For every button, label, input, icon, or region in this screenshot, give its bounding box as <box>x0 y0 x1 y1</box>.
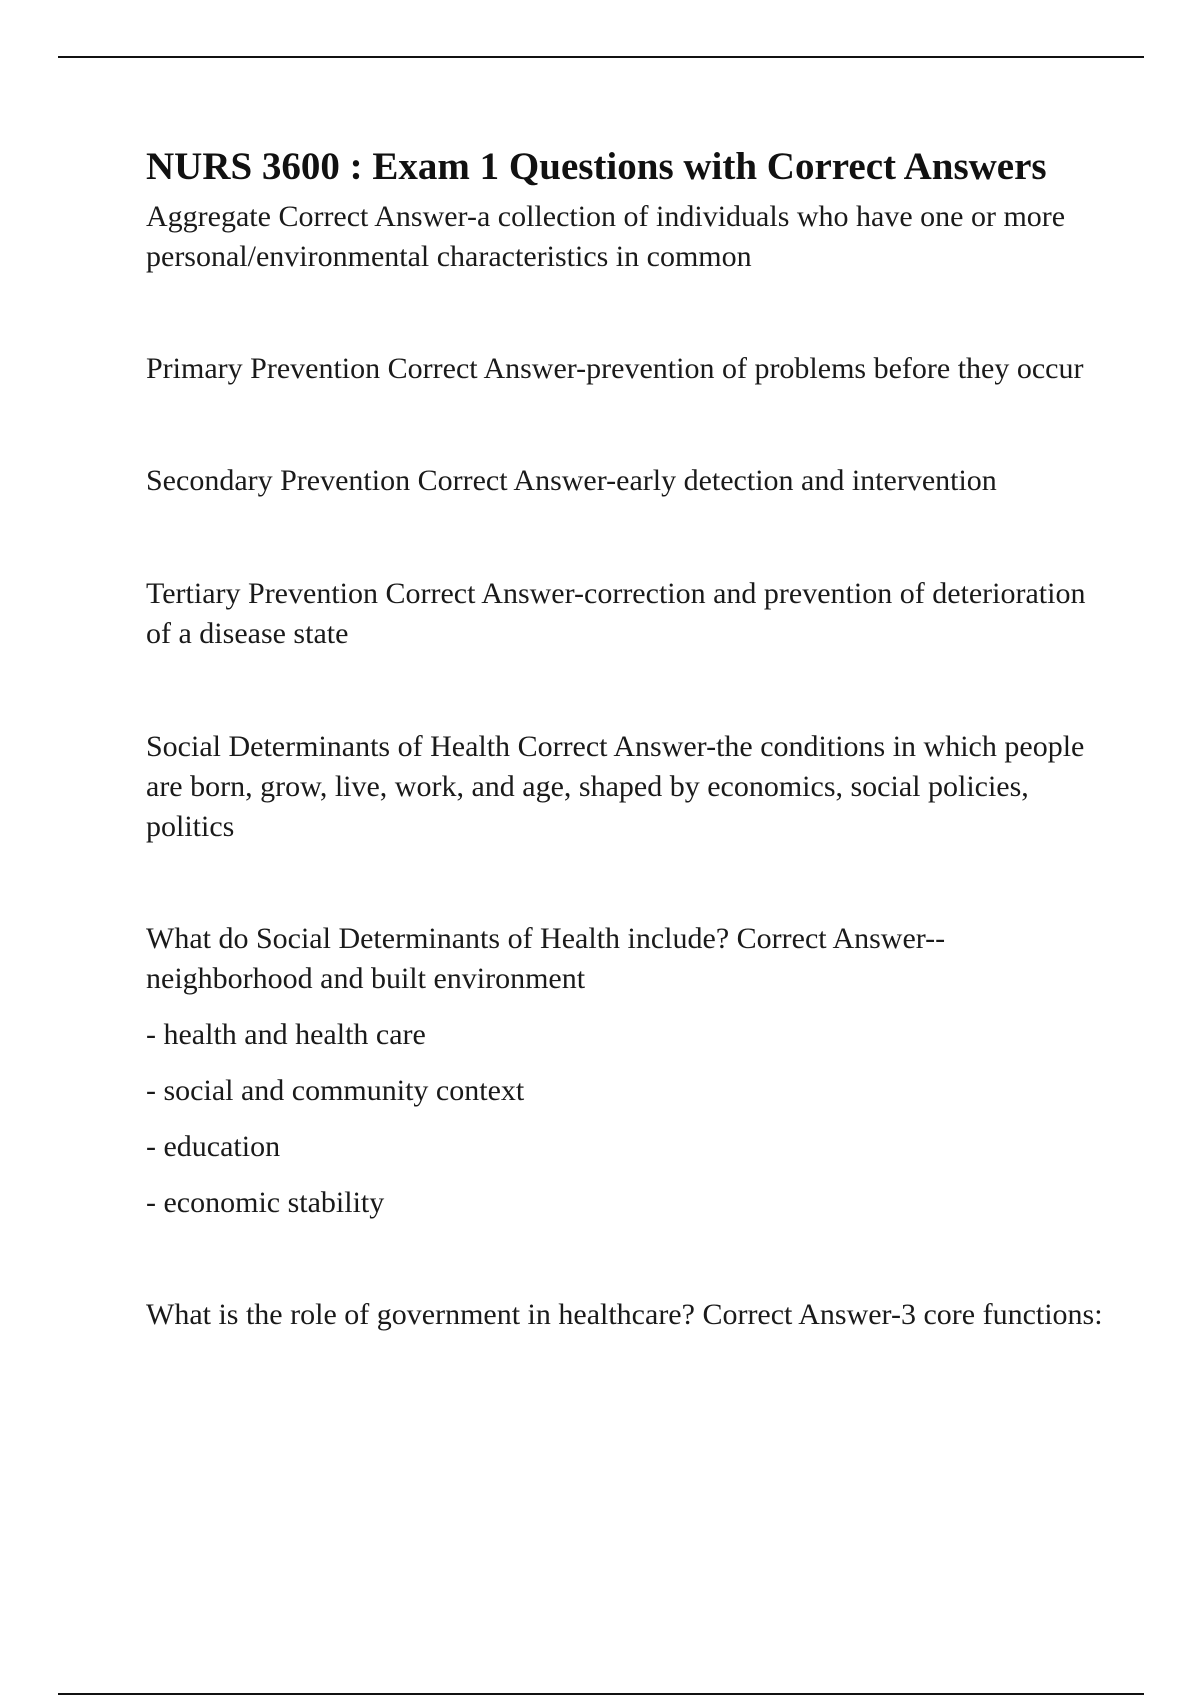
header-rule <box>58 56 1144 58</box>
entry-term: Secondary Prevention <box>146 464 411 497</box>
entry-answer: the conditions in which people are born, grow, live, work, and age, shaped by economics, social policies, politics <box>146 730 1085 843</box>
document-title: NURS 3600 : Exam 1 Questions with Correct Answers <box>146 145 1047 188</box>
entry-answer: prevention of problems before they occur <box>586 352 1084 385</box>
entry-term: Social Determinants of Health <box>146 730 511 763</box>
list-item: - health and health care <box>146 1018 426 1051</box>
entry-term: Aggregate <box>146 200 271 233</box>
entry-primary-prevention <box>146 349 1106 389</box>
list-item: - social and community context <box>146 1074 525 1107</box>
entry-term: What is the role of government in healthcare? <box>146 1298 695 1331</box>
entry-answer: correction and prevention of deterioration of a disease state <box>146 577 1086 650</box>
entry-answer: - neighborhood and built environment <box>146 922 946 995</box>
entry-answer-prefix: Correct Answer- <box>387 352 587 385</box>
entry-answer-prefix: Correct Answer- <box>736 922 936 955</box>
entry-term: What do Social Determinants of Health include? <box>146 922 730 955</box>
entry-answer: 3 core functions: <box>900 1298 1103 1331</box>
document-body <box>146 143 1106 1335</box>
entry-government-role <box>146 1295 1106 1335</box>
entry-term: Primary Prevention <box>146 352 381 385</box>
entry-sdoh-include <box>146 919 1106 999</box>
entry-answer-prefix: Correct Answer- <box>417 464 617 497</box>
entry-answer: a collection of individuals who have one or more personal/environmental characteristics in common <box>146 200 1066 273</box>
footer-rule <box>58 1693 1144 1695</box>
entry-answer: early detection and intervention <box>616 464 997 497</box>
entry-secondary-prevention <box>146 461 1106 501</box>
entry-answer-prefix: Correct Answer- <box>517 730 717 763</box>
entry-term: Tertiary Prevention <box>146 577 378 610</box>
entry-tertiary-prevention <box>146 574 1106 654</box>
entry-answer-prefix: Correct Answer- <box>702 1298 901 1331</box>
list-item: - economic stability <box>146 1186 385 1219</box>
list-item: - education <box>146 1130 281 1163</box>
entry-social-determinants <box>146 727 1106 847</box>
entry-answer-prefix: Correct Answer- <box>385 577 585 610</box>
entry-answer-prefix: Correct Answer- <box>278 200 477 233</box>
entry-aggregate <box>146 197 1106 277</box>
